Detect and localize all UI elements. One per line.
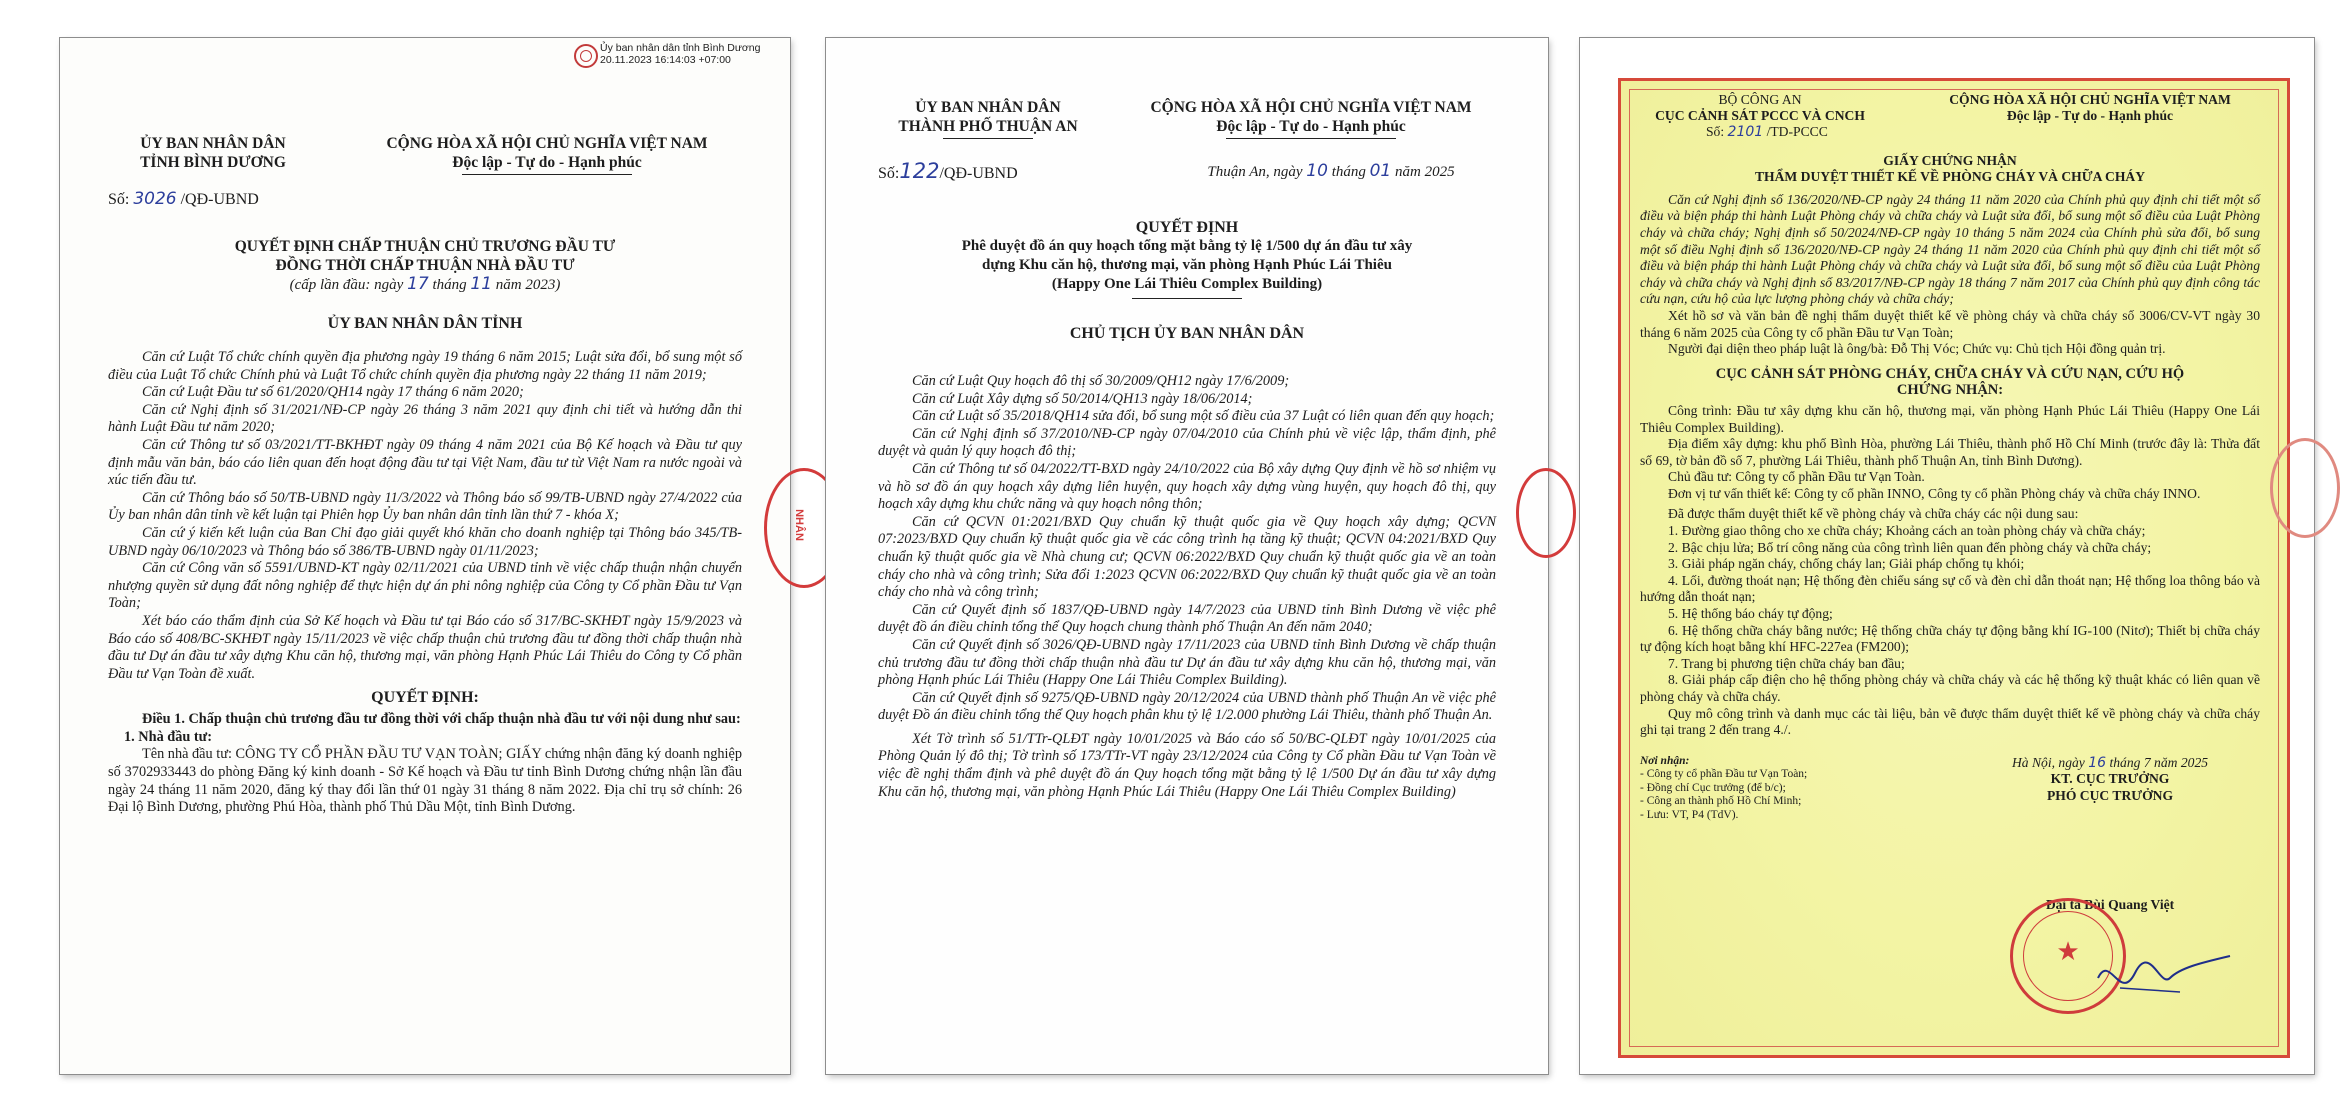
doc3-footer [1640, 755, 2260, 913]
doc1-basis-2: Căn cứ Nghị định số 31/2021/NĐ-CP ngày 26 tháng 3 năm 2021 quy định chi tiết và hướng dẫn thi hành Luật Đầu tư năm 2020; [108, 401, 742, 436]
document-2-planning-decision [826, 38, 1548, 1074]
doc3-contents-intro: Đã được thẩm duyệt thiết kế về phòng cháy và chữa cháy các nội dung sau: [1668, 506, 2079, 522]
doc1-basis-1: Căn cứ Luật Đầu tư số 61/2020/QH14 ngày 17 tháng 6 năm 2020; [142, 384, 524, 401]
doc2-basis-3: Căn cứ Nghị định số 37/2010/NĐ-CP ngày 07/04/2010 của Chính phủ về việc lập, thẩm định, phê duyệt và quản lý quy hoạch đô thị; [878, 425, 1496, 460]
doc3-content-item: 7. Trang bị phương tiện chữa cháy ban đầu; [1668, 655, 1905, 671]
doc3-owner: Chủ đầu tư: Công ty cổ phần Đầu tư Vạn Toàn. [1668, 469, 1925, 485]
doc1-nation-line1: CỘNG HÒA XÃ HỘI CHỦ NGHĨA VIỆT NAM [386, 135, 708, 152]
doc2-nation-line1: CỘNG HÒA XÃ HỘI CHỦ NGHĨA VIỆT NAM [1150, 99, 1472, 116]
doc1-agency-line2: TỈNH BÌNH DƯƠNG [140, 154, 286, 171]
doc3-content-item: 6. Hệ thống chữa cháy bằng nước; Hệ thống chữa cháy tự động bằng khí IG-100 (Nitơ); Thiết bị chữa cháy tự động kích hoạt bằng khí HFC-227ea (FM200); [1640, 622, 2260, 655]
doc3-content-item: 4. Lối, đường thoát nạn; Hệ thống đèn chiếu sáng sự cố và đèn chỉ dẫn thoát nạn; Hệ thống loa thông báo và hướng dẫn thoát nạn; [1640, 572, 2260, 605]
red-seal-edge-icon: NHÂN [764, 468, 844, 588]
doc2-agency-line1: ỦY BAN NHÂN DÂN [915, 99, 1061, 116]
doc2-date-line: Thuận An, ngày 10 tháng 01 năm 2025 [1207, 161, 1455, 181]
doc1-issue-line: (cấp lần đầu: ngày 17 tháng 11 năm 2023) [289, 274, 561, 294]
doc2-nation-line2: Độc lập - Tự do - Hạnh phúc [1216, 118, 1406, 135]
doc3-content-item: 2. Bậc chịu lửa; Bố trí công năng của công trình liên quan đến phòng cháy và chữa cháy; [1668, 539, 2152, 555]
doc2-motto-underline [1226, 138, 1396, 139]
doc3-agency-line1: BỘ CÔNG AN [1718, 92, 1802, 107]
doc1-basis-5: Căn cứ ý kiến kết luận của Ban Chỉ đạo giải quyết khó khăn cho doanh nghiệp tại Thông báo 345/TB-UBND ngày 06/10/2023 và Thông báo số 386/TB-UBND ngày 01/11/2023; [108, 524, 742, 559]
doc2-basis-6: Căn cứ Quyết định số 1837/QĐ-UBND ngày 14/7/2023 của UBND tỉnh Bình Dương về việc phê duyệt đồ án điều chỉnh tổng thể Quy hoạch chung thành phố Thuận An đến năm 2040; [878, 601, 1496, 636]
document-3-fire-safety-certificate [1580, 38, 2314, 1074]
doc1-nation-line2: Độc lập - Tự do - Hạnh phúc [452, 154, 642, 171]
doc1-basis-7: Xét báo cáo thẩm định của Sở Kế hoạch và Đầu tư tại Báo cáo số 317/BC-SKHĐT ngày 15/9/2023 và Báo cáo số 408/BC-SKHĐT ngày 15/11/2023 về việc chấp thuận chủ trương đầu tư đồng thời chấp thuận nhà đầu tư Dự án đầu tư xây dựng Khu căn hộ, thương mại, văn phòng Hạnh Phúc Lái Thiêu do Công ty Cổ phần Đầu tư Vạn Toàn đề xuất. [108, 612, 742, 682]
doc3-header [1640, 92, 2260, 124]
doc2-header [878, 98, 1496, 139]
document-1-investment-decision [60, 38, 805, 1074]
doc1-header [108, 82, 742, 175]
doc2-basis-8: Căn cứ Quyết định số 9275/QĐ-UBND ngày 20/12/2024 của UBND thành phố Thuận An về việc phê duyệt Đồ án điều chỉnh tổng thể Quy hoạch phân khu tỷ lệ 1/2.000 phường Lái Thiêu, thành phố Thuận An. [878, 689, 1496, 724]
doc3-representative: Người đại diện theo pháp luật là ông/bà: Đỗ Thị Vóc; Chức vụ: Chủ tịch Hội đồng quản trị. [1668, 341, 2166, 357]
doc3-content-item: 3. Giải pháp ngăn cháy, chống cháy lan; Giải pháp chống tụ khói; [1668, 556, 2025, 572]
doc1-agency-line1: ỦY BAN NHÂN DÂN [140, 135, 286, 152]
doc2-basis-7: Căn cứ Quyết định số 3026/QĐ-UBND ngày 17/11/2023 của UBND tỉnh Bình Dương về chấp thuận chủ trương đầu tư đồng thời chấp thuận nhà đầu tư Dự án đầu tư xây dựng khu căn hộ, thương mại, văn phòng Hạnh phúc Lái Thiêu (Happy One Lái Thiêu Complex Building). [878, 636, 1496, 689]
doc3-project: Công trình: Đầu tư xây dựng khu căn hộ, thương mại, văn phòng Hạnh Phúc Lái Thiêu (Happy One Lái Thiêu Complex Building). [1640, 402, 2260, 435]
doc3-basis: Căn cứ Nghị định số 136/2020/NĐ-CP ngày 24 tháng 11 năm 2020 của Chính phủ quy định chi tiết một số điều và biện pháp thi hành Luật Phòng cháy và chữa cháy và Luật sửa đổi, bổ sung một số điều của Luật Phòng cháy và chữa cháy; Nghị định số 50/2024/NĐ-CP ngày 10 tháng 5 năm 2024 của Chính phủ sửa đổi, bổ sung một số điều Nghị định số 136/2020/NĐ-CP ngày 24 tháng 11 năm 2020 của Chính phủ quy định chi tiết một số điều và biện pháp thi hành Luật Phòng cháy và chữa cháy và Luật sửa đổi, bổ sung một số điều của Luật Phòng cháy và chữa cháy và Nghị định số 83/2017/NĐ-CP ngày 18 tháng 7 năm 2017 của Chính phủ quy định công tác cứu nạn, cứu hộ của lực lượng phòng cháy và chữa cháy; [1640, 191, 2260, 307]
doc3-date-line: Hà Nội, ngày 16 tháng 7 năm 2025 [2011, 754, 2209, 771]
doc3-signature-block: Hà Nội, ngày 16 tháng 7 năm 2025 KT. CỤC TRƯỞNG PHÓ CỤC TRƯỞNG Đại tá Bùi Quang Việt [1960, 755, 2260, 913]
doc1-basis-3: Căn cứ Thông tư số 03/2021/TT-BKHĐT ngày 09 tháng 4 năm 2021 của Bộ Kế hoạch và Đầu tư quy định mẫu văn bản, báo cáo liên quan đến hoạt động đầu tư tại Việt Nam, đầu tư từ Việt Nam ra nước ngoài và xúc tiến đầu tư. [108, 436, 742, 489]
doc3-recipients: Nơi nhận: - Công ty cổ phần Đầu tư Vạn Toàn; - Đồng chí Cục trưởng (để b/c); - Công an thành phố Hồ Chí Minh; - Lưu: VT, P4 (TdV). [1640, 754, 1808, 821]
doc1-basis-0: Căn cứ Luật Tổ chức chính quyền địa phương ngày 19 tháng 6 năm 2015; Luật sửa đổi, bổ sung một số điều của Luật Tổ chức Chính phủ và Luật Tổ chức chính quyền địa phương ngày 22 tháng 11 năm 2019; [108, 349, 742, 383]
doc3-content-item: 8. Giải pháp cấp điện cho hệ thống phòng cháy và chữa cháy và các hệ thống kỹ thuật khác có liên quan về phòng cháy và chữa cháy. [1640, 672, 2260, 704]
doc3-location: Địa điểm xây dựng: khu phố Bình Hòa, phường Lái Thiêu, thành phố Hồ Chí Minh (trước đây là: Thửa đất số 69, tờ bản đồ số 7, phường Lái Thiêu, thành phố Thuận An, tỉnh Bình Dương). [1640, 436, 2260, 468]
doc2-basis-9: Xét Tờ trình số 51/TTr-QLĐT ngày 10/01/2025 và Báo cáo số 50/BC-QLĐT ngày 10/01/2025 của Phòng Quản lý đô thị; Tờ trình số 173/TTr-VT ngày 23/12/2024 của Công ty Cổ phần Đầu tư Vạn Toàn về việc đề nghị thẩm định và phê duyệt đồ án Quy hoạch tổng mặt bằng tỷ lệ 1/500 Dự án đầu tư xây dựng Khu căn hộ, thương mại, văn phòng Hạnh Phúc Lái Thiêu (Happy One Lái Thiêu Complex Building) [878, 730, 1496, 800]
doc3-nation-line1: CỘNG HÒA XÃ HỘI CHỦ NGHĨA VIỆT NAM [1949, 92, 2231, 107]
doc1-document-number: Số: 3026 /QĐ-UBND [108, 189, 259, 209]
doc3-cert-heading: CỤC CẢNH SÁT PHÒNG CHÁY, CHỮA CHÁY VÀ CỨU NẠN, CỨU HỘ CHỨNG NHẬN: [1715, 365, 2185, 399]
doc2-basis-2: Căn cứ Luật số 35/2018/QH14 sửa đổi, bổ sung một số điều của 37 Luật có liên quan đến quy hoạch; [912, 408, 1495, 425]
doc3-designer: Đơn vị tư vấn thiết kế: Công ty cổ phần INNO, Công ty cổ phần Phòng cháy và chữa cháy INNO. [1668, 485, 2201, 501]
doc2-title: QUYẾT ĐỊNH [1135, 219, 1239, 236]
doc1-basis-4: Căn cứ Thông báo số 50/TB-UBND ngày 11/3/2022 và Thông báo số 99/TB-UBND ngày 27/4/2022 của Ủy ban nhân dân tỉnh về kết luận tại Phiên họp Ủy ban nhân dân tỉnh lần thứ 7 - khóa X; [108, 489, 742, 524]
doc1-basis-6: Căn cứ Công văn số 5591/UBND-KT ngày 02/11/2021 của UBND tỉnh về việc chấp thuận nhận chuyển nhượng quyền sử dụng đất nông nghiệp để thực hiện dự án phi nông nghiệp của Công ty Cổ phần Đầu tư Vạn Toàn; [108, 560, 742, 612]
certificate-content [1640, 92, 2260, 913]
doc2-basis-5: Căn cứ QCVN 01:2021/BXD Quy chuẩn kỹ thuật quốc gia về Quy hoạch xây dựng; QCVN 07:2023/BXD Quy chuẩn kỹ thuật quốc gia về các công trình hạ tầng kỹ thuật; QCVN 04:2021/BXD Quy chuẩn kỹ thuật quốc gia về Nhà chung cư; QCVN 06:2022/BXD Quy chuẩn kỹ thuật quốc gia về an toàn cháy cho nhà và công trình; Sửa đổi 1:2023 QCVN 06:2022/BXD Quy chuẩn kỹ thuật quốc gia về an toàn cháy cho nhà và công trình; [878, 513, 1496, 601]
doc2-authority: CHỦ TỊCH ỦY BAN NHÂN DÂN [1069, 325, 1305, 342]
doc2-basis-0: Căn cứ Luật Quy hoạch đô thị số 30/2009/QH12 ngày 17/6/2009; [912, 373, 1290, 389]
doc2-basis-4: Căn cứ Thông tư số 04/2022/TT-BXD ngày 24/10/2022 của Bộ xây dựng Quy định về hồ sơ nhiệm vụ và hồ sơ đồ án quy hoạch xây dựng liên huyện, quy hoạch xây dựng vùng huyện, quy hoạch đô thị, quy hoạch xây dựng khu chức năng và quy hoạch nông thôn; [878, 460, 1496, 513]
doc3-agency-line2: CỤC CẢNH SÁT PCCC VÀ CNCH [1655, 108, 1865, 123]
doc1-investor-text: Tên nhà đầu tư: CÔNG TY CỔ PHẦN ĐẦU TƯ VẠN TOÀN; GIẤY chứng nhận đăng ký doanh nghiệp số 3702933443 do phòng Đăng ký kinh doanh - Sở Kế hoạch và Đầu tư tỉnh Bình Dương chứng nhận lần đầu ngày 24 tháng 11 năm 2020, đăng ký thay đổi lần thứ 01 ngày 31 tháng 8 năm 2022. Địa chỉ trụ sở chính: 26 Đại lộ Bình Dương, phường Phú Hòa, thành phố Thủ Dầu Một, tỉnh Bình Dương. [108, 746, 743, 816]
doc2-agency-underline [943, 138, 1033, 139]
doc3-title: GIẤY CHỨNG NHẬN THẨM DUYỆT THIẾT KẾ VỀ PHÒNG CHÁY VÀ CHỮA CHÁY [1754, 152, 2146, 185]
doc3-nation-line2: Độc lập - Tự do - Hạnh phúc [2006, 108, 2174, 123]
red-seal-edge-icon [2270, 438, 2340, 538]
doc2-subtitle: Phê duyệt đồ án quy hoạch tổng mặt bằng tỷ lệ 1/500 dự án đầu tư xây dựng Khu căn hộ, thương mại, văn phòng Hạnh Phúc Lái Thiêu (Happy One Lái Thiêu Complex Building) [961, 238, 1413, 292]
doc3-review: Xét hồ sơ và văn bản đề nghị thẩm duyệt thiết kế về phòng cháy và chữa cháy số 3006/CV-VT ngày 30 tháng 6 năm 2025 của Công ty cổ phần Đầu tư Vạn Toàn; [1640, 307, 2260, 340]
doc1-handwritten-number: 3026 [133, 189, 177, 209]
doc2-document-number: Số:122/QĐ-UBND [878, 159, 1018, 183]
digital-signature-stamp: Ủy ban nhân dân tỉnh Bình Dương 20.11.2023 16:14:03 +07:00 [600, 42, 761, 66]
doc1-authority: ỦY BAN NHÂN DÂN TỈNH [327, 315, 523, 332]
doc1-item-1: 1. Nhà đầu tư: [124, 728, 213, 745]
doc3-signer-name: Đại tá Bùi Quang Việt [2045, 896, 2175, 912]
doc3-content-item: 5. Hệ thống báo cháy tự động; [1668, 606, 1833, 622]
red-seal-edge-icon [1516, 468, 1576, 558]
doc2-handwritten-number: 122 [899, 159, 940, 183]
doc3-document-number: Số: 2101 /TD-PCCC [1706, 124, 1828, 140]
doc3-content-item: 1. Đường giao thông cho xe chữa cháy; Khoảng cách an toàn phòng cháy và chữa cháy; [1668, 523, 2146, 539]
doc1-title: QUYẾT ĐỊNH CHẤP THUẬN CHỦ TRƯƠNG ĐẦU TƯ ĐỒNG THỜI CHẤP THUẬN NHÀ ĐẦU TƯ [234, 238, 616, 274]
doc1-article-1: Điều 1. Chấp thuận chủ trương đầu tư đồng thời với chấp thuận nhà đầu tư với nội dung như sau: [142, 711, 741, 728]
doc2-agency-line2: THÀNH PHỐ THUẬN AN [898, 118, 1078, 135]
digital-signature-seal-icon [574, 44, 598, 68]
doc1-decision-heading: QUYẾT ĐỊNH: [371, 689, 479, 707]
doc1-motto-underline [462, 174, 632, 175]
doc3-closing: Quy mô công trình và danh mục các tài liệu, bản vẽ được thẩm duyệt thiết kế về phòng cháy và chữa cháy ghi tại trang 2 đến trang 4./. [1640, 705, 2260, 738]
handwritten-signature-icon [2090, 948, 2240, 1008]
doc2-basis-1: Căn cứ Luật Xây dựng số 50/2014/QH13 ngày 18/06/2014; [912, 390, 1253, 407]
